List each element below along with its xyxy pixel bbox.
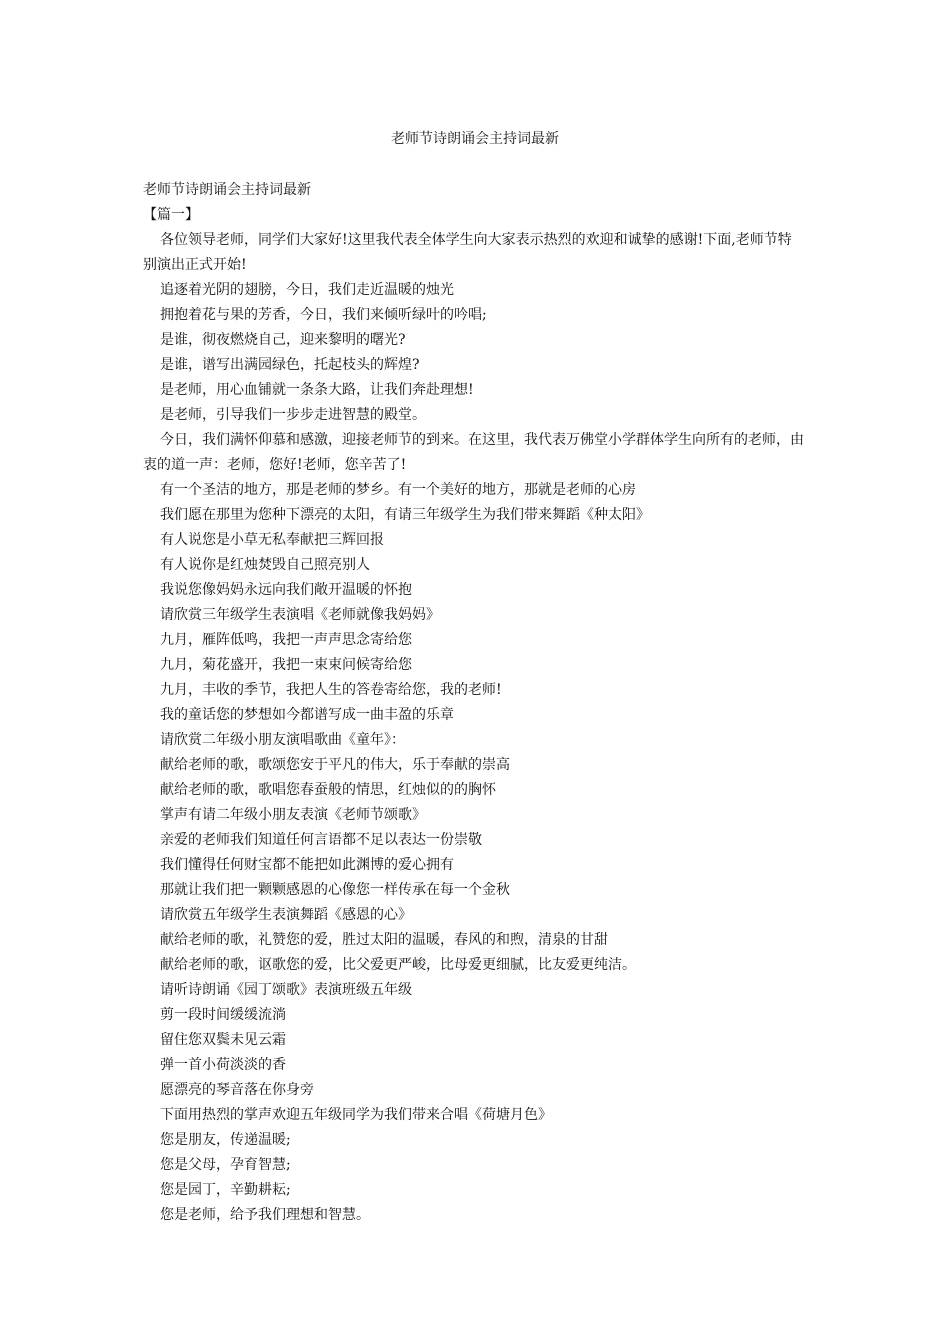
paragraph: 请欣赏五年级学生表演舞蹈《感恩的心》 [160,907,412,923]
paragraph: 有人说你是红烛焚毁自己照亮别人 [160,557,370,573]
paragraph: 有人说您是小草无私奉献把三辉回报 [160,532,384,548]
paragraph: 追逐着光阴的翅膀，今日，我们走近温暖的烛光 [160,282,454,298]
paragraph: 您是老师，给予我们理想和智慧。 [160,1207,370,1223]
paragraph: 请欣赏三年级学生表演唱《老师就像我妈妈》 [160,607,440,623]
paragraph: 九月，菊花盛开，我把一束束问候寄给您 [160,657,412,673]
paragraph: 献给老师的歌，歌唱您春蚕般的情思，红烛似的的胸怀 [160,782,496,798]
paragraph: 剪一段时间缓缓流淌 [160,1007,286,1023]
paragraph: 是老师，用心血铺就一条条大路，让我们奔赴理想! [160,382,474,398]
paragraph: 您是父母，孕育智慧; [160,1157,291,1173]
paragraph: 各位领导老师，同学们大家好!这里我代表全体学生向大家表示热烈的欢迎和诚挚的感谢!下面,老师节特别演出正式开始! [143,232,792,273]
paragraph: 今日，我们满怀仰慕和感激，迎接老师节的到来。在这里，我代表万佛堂小学群体学生向所有的老师，由衷的道一声：老师，您好!老师，您辛苦了! [143,432,804,473]
document-title: 老师节诗朗诵会主持词最新 [391,131,559,147]
paragraph: 留住您双鬓未见云霜 [160,1032,286,1048]
paragraph: 有一个圣洁的地方，那是老师的梦乡。有一个美好的地方，那就是老师的心房 [160,482,636,498]
paragraph: 亲爱的老师我们知道任何言语都不足以表达一份崇敬 [160,832,482,848]
paragraph: 拥抱着花与果的芳香，今日，我们来倾听绿叶的吟唱; [160,307,487,323]
paragraph: 下面用热烈的掌声欢迎五年级同学为我们带来合唱《荷塘月色》 [160,1107,552,1123]
paragraph: 我们愿在那里为您种下漂亮的太阳，有请三年级学生为我们带来舞蹈《种太阳》 [160,507,650,523]
paragraph: 九月，雁阵低鸣，我把一声声思念寄给您 [160,632,412,648]
document-body [143,178,805,1228]
paragraph-list [143,228,805,1228]
paragraph: 您是园丁，辛勤耕耘; [160,1182,291,1198]
document-subtitle: 老师节诗朗诵会主持词最新 [143,182,311,198]
paragraph: 献给老师的歌，讴歌您的爱，比父爱更严峻，比母爱更细腻，比友爱更纯洁。 [160,957,636,973]
paragraph: 请欣赏二年级小朋友演唱歌曲《童年》： [160,732,405,748]
paragraph: 愿漂亮的琴音落在你身旁 [160,1082,314,1098]
paragraph: 我的童话您的梦想如今都谱写成一曲丰盈的乐章 [160,707,454,723]
paragraph: 献给老师的歌，歌颂您安于平凡的伟大，乐于奉献的崇高 [160,757,510,773]
paragraph: 是谁，彻夜燃烧自己，迎来黎明的曙光? [160,332,406,348]
paragraph: 弹一首小荷淡淡的香 [160,1057,286,1073]
paragraph: 您是朋友，传递温暖; [160,1132,291,1148]
paragraph: 我们懂得任何财宝都不能把如此渊博的爱心拥有 [160,857,454,873]
paragraph: 献给老师的歌，礼赞您的爱，胜过太阳的温暖，春风的和煦，清泉的甘甜 [160,932,608,948]
paragraph: 我说您像妈妈永远向我们敞开温暖的怀抱 [160,582,412,598]
paragraph: 那就让我们把一颗颗感恩的心像您一样传承在每一个金秋 [160,882,510,898]
paragraph: 是老师，引导我们一步步走进智慧的殿堂。 [160,407,426,423]
paragraph: 掌声有请二年级小朋友表演《老师节颂歌》 [160,807,426,823]
paragraph: 是谁，谱写出满园绿色，托起枝头的辉煌? [160,357,420,373]
paragraph: 请听诗朗诵《园丁颂歌》表演班级五年级 [160,982,412,998]
section-heading: 【篇一】 [143,207,199,223]
paragraph: 九月，丰收的季节，我把人生的答卷寄给您，我的老师! [160,682,502,698]
